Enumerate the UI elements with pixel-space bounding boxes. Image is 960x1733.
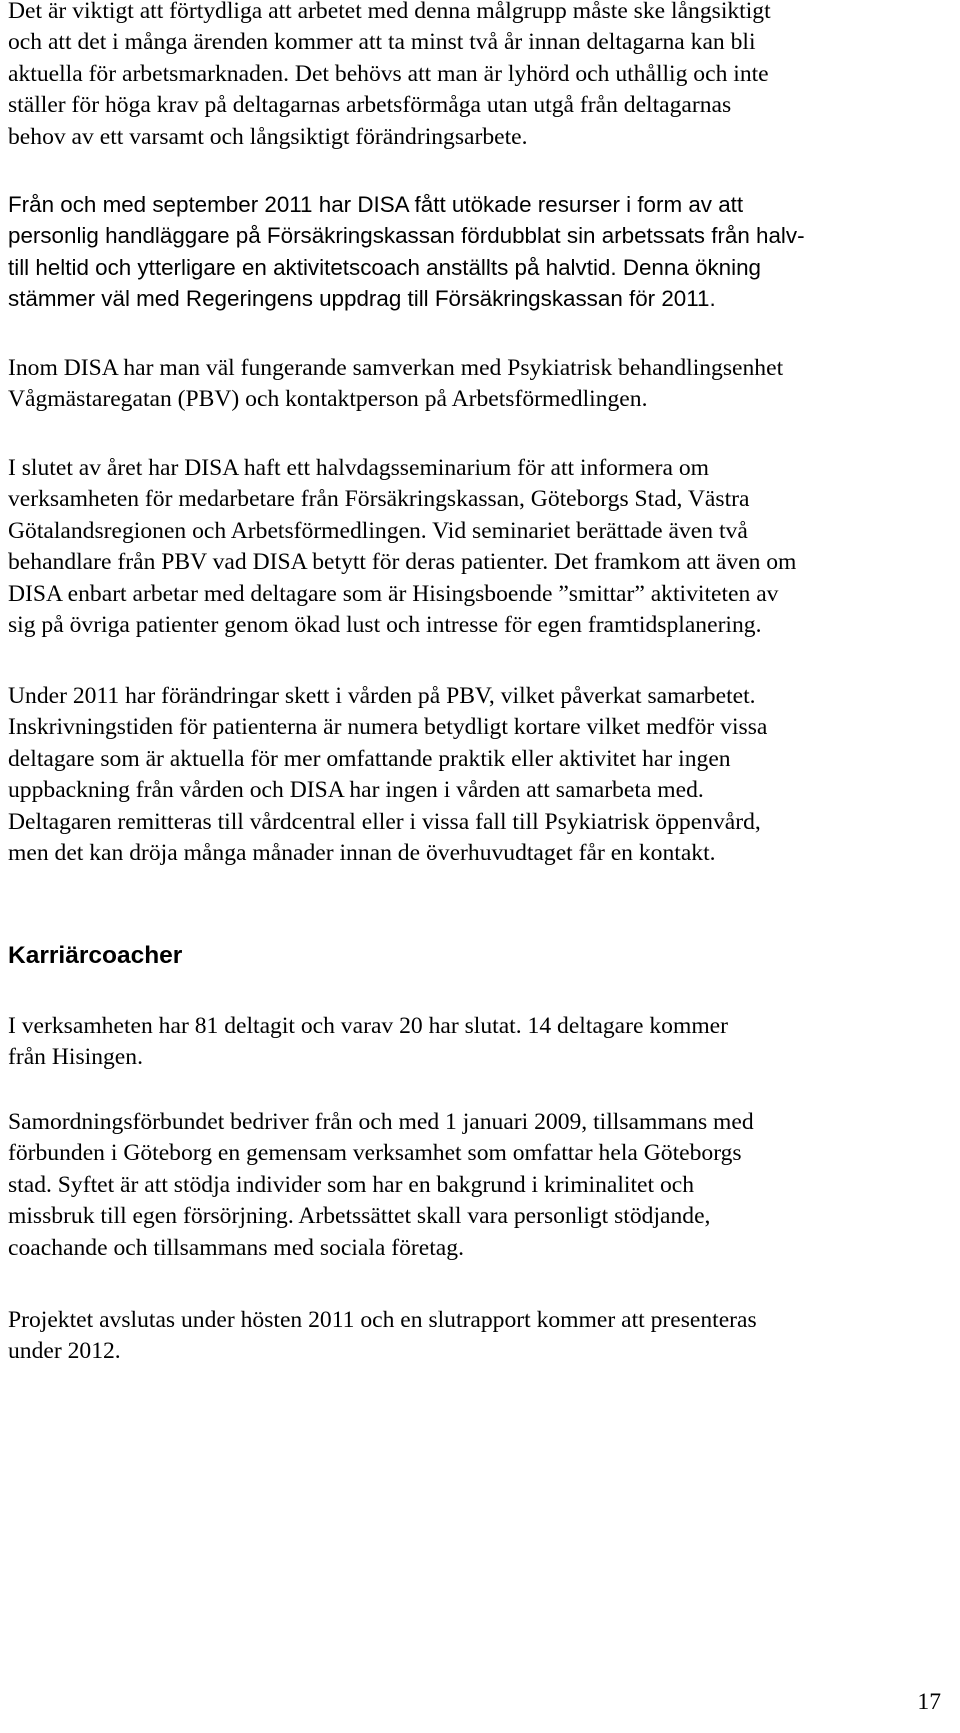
text-line: behov av ett varsamt och långsiktigt förändringsarbete. bbox=[8, 123, 528, 150]
text-line: behandlare från PBV vad DISA betytt för deras patienter. Det framkom att även om bbox=[8, 549, 797, 576]
text-line: Inskrivningstiden för patienterna är numera betydligt kortare vilket medför vissa bbox=[8, 714, 768, 741]
text-line: DISA enbart arbetar med deltagare som är Hisingsboende ”smittar” aktiviteten av bbox=[8, 580, 779, 607]
text-line: I slutet av året har DISA haft ett halvdagsseminarium för att informera om bbox=[8, 455, 710, 481]
text-line: Under 2011 har förändringar skett i vården på PBV, vilket påverkat samarbetet. bbox=[8, 683, 756, 709]
paragraph-changes-pbv bbox=[8, 681, 767, 869]
paragraph-samordning bbox=[8, 1107, 754, 1264]
text-line: Inom DISA har man väl fungerande samverkan med Psykiatrisk behandlingsenhet bbox=[8, 355, 784, 381]
text-line: stad. Syftet är att stödja individer som har en bakgrund i kriminalitet och bbox=[8, 1171, 695, 1198]
text-line: Samordningsförbundet bedriver från och med 1 januari 2009, tillsammans med bbox=[8, 1109, 754, 1135]
text-line: ställer för höga krav på deltagarnas arbetsförmåga utan utgå från deltagarnas bbox=[8, 92, 732, 119]
text-line: men det kan dröja många månader innan de överhuvudtaget får en kontakt. bbox=[8, 839, 716, 866]
text-line: från Hisingen. bbox=[8, 1044, 143, 1071]
text-line: till heltid och ytterligare en aktivitetscoach anställts på halvtid. Denna ökning bbox=[8, 254, 761, 280]
page-number: 17 bbox=[917, 1689, 941, 1715]
text-line: verksamheten för medarbetare från Försäkringskassan, Göteborgs Stad, Västra bbox=[8, 486, 750, 513]
text-line: aktuella för arbetsmarknaden. Det behövs att man är lyhörd och uthållig och inte bbox=[8, 60, 769, 87]
text-line: Projektet avslutas under hösten 2011 och en slutrapport kommer att presenteras bbox=[8, 1307, 757, 1333]
text-line: Götalandsregionen och Arbetsförmedlingen. Vid seminariet berättade även två bbox=[8, 517, 748, 544]
text-line: Från och med september 2011 har DISA fått utökade resurser i form av att bbox=[8, 192, 744, 217]
text-line: personlig handläggare på Försäkringskassan fördubblat sin arbetssats från halv- bbox=[8, 223, 805, 249]
text-line: deltagare som är aktuella för mer omfattande praktik eller aktivitet har ingen bbox=[8, 745, 731, 772]
text-line: Vågmästaregatan (PBV) och kontaktperson på Arbetsförmedlingen. bbox=[8, 386, 648, 413]
text-line: I verksamheten har 81 deltagit och varav 20 har slutat. 14 deltagare kommer bbox=[8, 1013, 729, 1039]
paragraph-seminar bbox=[8, 453, 796, 641]
paragraph-longterm-work bbox=[8, 0, 771, 153]
text-line: under 2012. bbox=[8, 1338, 121, 1365]
section-heading: Karriärcoacher bbox=[8, 942, 183, 969]
text-line: stämmer väl med Regeringens uppdrag till Försäkringskassan för 2011. bbox=[8, 286, 716, 312]
text-line: sig på övriga patienter genom ökad lust och intresse för egen framtidsplanering. bbox=[8, 611, 762, 638]
paragraph-resources bbox=[8, 189, 805, 315]
paragraph-cooperation bbox=[8, 353, 783, 416]
text-line: Deltagaren remitteras till vårdcentral eller i vissa fall till Psykiatrisk öppenvård, bbox=[8, 808, 761, 835]
text-line: förbunden i Göteborg en gemensam verksamhet som omfattar hela Göteborgs bbox=[8, 1140, 742, 1167]
text-line: och att det i många ärenden kommer att ta minst två år innan deltagarna kan bli bbox=[8, 29, 756, 56]
text-line: coachande och tillsammans med sociala företag. bbox=[8, 1234, 464, 1261]
paragraph-participants bbox=[8, 1011, 728, 1074]
text-line: Det är viktigt att förtydliga att arbetet med denna målgrupp måste ske långsiktigt bbox=[8, 0, 771, 24]
text-line: missbruk till egen försörjning. Arbetssättet skall vara personligt stödjande, bbox=[8, 1203, 711, 1230]
paragraph-project-end bbox=[8, 1305, 757, 1368]
text-line: uppbackning från vården och DISA har ingen i vården att samarbeta med. bbox=[8, 777, 704, 804]
